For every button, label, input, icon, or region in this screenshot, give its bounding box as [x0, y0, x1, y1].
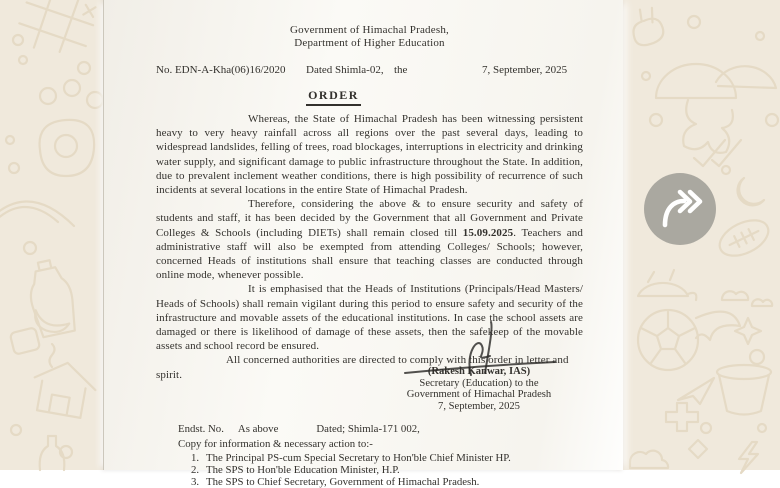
doodle-circle-icon: [750, 350, 764, 364]
endst-no-label: Endst. No.: [178, 422, 224, 435]
doodle-lightning-icon: [739, 442, 758, 473]
doodle-circle-icon: [766, 114, 778, 126]
doodle-paw-icon: [40, 80, 103, 176]
doodle-circle-icon: [78, 62, 90, 74]
copy-recipient-item: 1. The Principal PS-cum Special Secretary to Hon'ble Chief Minister HP.: [191, 451, 511, 464]
dated-place-label: Dated Shimla-02,: [306, 64, 384, 76]
doodle-taco-icon: [0, 201, 74, 228]
doodle-square-icon: [10, 327, 41, 355]
order-paragraph-2: Therefore, considering the above & to ensure security and safety of students and staff, it has been decided by the Government that all Government and Private Colleges & Schools (including DIETs) shall remain closed till 15.09.2025. Teachers and administrative staff will also be exempted from attending Colleges/ Schools; however, concerned Heads of institutions shall ensure that teaching classes are conducted through online mode, whenever possible.: [156, 198, 583, 282]
order-paragraph-1: Whereas, the State of Himachal Pradesh has been witnessing persistent heavy to very heavy rainfall across all regions over the past several days, leading to widespread landslides, felling of trees, road blockages, interruptions in electricity and drinking water supply, and significant damage to public infrastructure throughout the State. In addition, due to prevalent inclement weather conditions, there is high possibility of recurrence of such incidents at several locations in the entire State of Himachal Pradesh.: [156, 113, 583, 197]
forward-button[interactable]: [644, 173, 716, 245]
doodle-jar-banana-icon: [24, 257, 79, 338]
doodle-squiggle-icon: [50, 344, 55, 367]
order-body: [156, 112, 583, 382]
signature-block: [393, 366, 565, 412]
doodle-tictactoe-icon: [15, 0, 100, 60]
doodle-circle-icon: [19, 56, 27, 64]
endst-dated: Dated; Shimla-171 002,: [316, 422, 420, 435]
signatory-designation-1: Secretary (Education) to the: [419, 377, 539, 389]
doodle-circle-icon: [756, 32, 764, 40]
reference-number: No. EDN-A-Kha(06)16/2020: [156, 64, 286, 76]
doodle-circle-icon: [701, 423, 711, 433]
order-paragraph-3: It is emphasised that the Heads of Institutions (Principals/Head Masters/ Heads of Schools) shall remain vigilant during this period to ensure safety and security of the infrastructure and movable assets of the educational institutions. In case the school assets are damaged or there is likelihood of damage of these assets, then the safekeep of the movable assets and school record be ensured.: [156, 283, 583, 353]
reference-row: [156, 64, 583, 77]
doodle-house-icon: [29, 358, 99, 420]
closure-date: 15.09.2025: [462, 226, 514, 239]
copy-for-information-line: Copy for information & necessary action to:-: [178, 437, 373, 450]
doodle-rockhand-icon: [627, 5, 667, 49]
copy-recipient-item: 3. The SPS to Chief Secretary, Government of Himachal Pradesh.: [191, 476, 480, 488]
endorsement-row: [156, 423, 583, 436]
order-title: ORDER: [306, 88, 361, 106]
doodle-circle-icon: [11, 425, 21, 435]
doodle-rugby-icon: [714, 213, 774, 263]
doodle-circle-icon: [642, 72, 650, 80]
doodle-circle-icon: [650, 114, 662, 126]
doodle-circle-icon: [6, 136, 14, 144]
government-order-document: [103, 0, 623, 488]
doodle-mushroom-icon: [656, 64, 776, 153]
doodle-cloud-icon: [630, 451, 668, 468]
doodle-circle-icon: [722, 166, 730, 174]
signatory-designation-2: Government of Himachal Pradesh: [406, 389, 552, 401]
order-title-row: [156, 86, 583, 101]
doodle-circle-icon: [688, 16, 700, 28]
copy-recipient-item: 2. The SPS to Hon'ble Education Minister, H.P.: [191, 464, 400, 477]
doodle-circle-icon: [758, 424, 766, 432]
signature-date: 7, September, 2025: [438, 400, 520, 412]
signatory-name: (Rakesh Kanwar, IAS): [427, 366, 531, 377]
doodle-pot-icon: [717, 365, 771, 415]
doodle-paperplane-icon: [678, 378, 714, 404]
forward-icon: [657, 188, 703, 230]
copy-recipient-list: [156, 452, 583, 488]
org-name-line1: Government of Himachal Pradesh,: [290, 24, 449, 36]
endorsement-section: [156, 423, 583, 488]
org-name-line2: Department of Higher Education: [294, 37, 445, 49]
doodle-cloud-icon: [722, 291, 772, 306]
the-label: the: [394, 64, 408, 76]
doodle-moon-icon: [738, 178, 764, 205]
doodle-circle-icon: [24, 242, 36, 254]
order-date: 7, September, 2025: [482, 64, 568, 76]
doodle-turtle-icon: [638, 270, 696, 300]
order-paragraph-4: All concerned authorities are directed to comply with this order in letter and spirit.: [156, 354, 569, 381]
doodle-circle-icon: [13, 35, 23, 45]
doodle-plus-icon: [666, 403, 698, 431]
doodle-circle-icon: [9, 163, 19, 173]
endst-as-above: As above: [237, 422, 279, 435]
doodle-diamond-icon: [689, 440, 707, 458]
doodle-soccer-comet-icon: [638, 310, 740, 370]
